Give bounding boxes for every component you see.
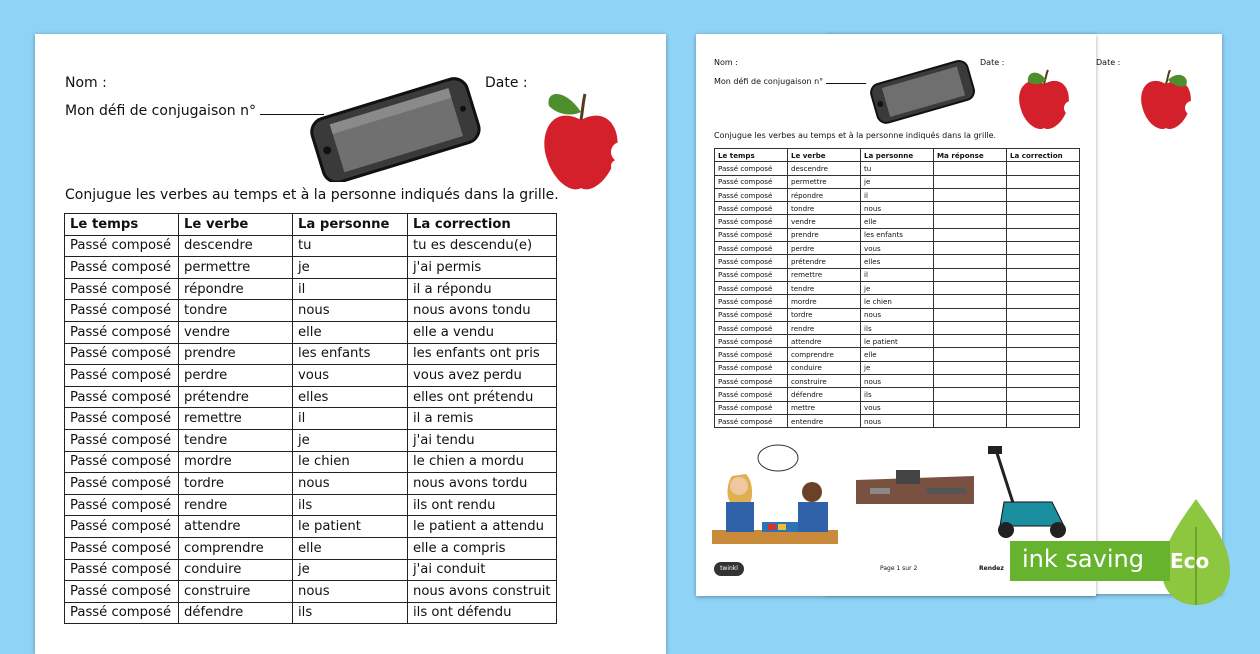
- header-person: La personne: [861, 149, 934, 162]
- table-row: [715, 255, 1080, 268]
- cell-tense: Passé composé: [715, 281, 788, 294]
- cell-tense: Passé composé: [65, 321, 179, 343]
- cell-person: nous: [293, 581, 408, 603]
- correction-blank: [1007, 268, 1080, 281]
- answer-field[interactable]: [934, 361, 1007, 374]
- cell-correction: tu es descendu(e): [408, 235, 557, 257]
- table-row: [65, 537, 557, 559]
- date-label: Date :: [1096, 58, 1121, 67]
- answer-field[interactable]: [934, 295, 1007, 308]
- cell-correction: nous avons tondu: [408, 300, 557, 322]
- table-row: [715, 335, 1080, 348]
- cell-tense: Passé composé: [65, 581, 179, 603]
- table-row: [715, 268, 1080, 281]
- cell-person: nous: [293, 300, 408, 322]
- cell-verb: remettre: [788, 268, 861, 281]
- cell-person: elle: [293, 321, 408, 343]
- cell-person: le chien: [293, 451, 408, 473]
- cell-verb: prendre: [179, 343, 293, 365]
- header-correction: La correction: [1007, 149, 1080, 162]
- table-row: [715, 361, 1080, 374]
- cell-person: elles: [861, 255, 934, 268]
- cell-verb: attendre: [788, 335, 861, 348]
- cell-verb: rendre: [179, 494, 293, 516]
- cell-tense: Passé composé: [65, 473, 179, 495]
- cell-tense: Passé composé: [65, 300, 179, 322]
- cell-verb: défendre: [179, 602, 293, 624]
- correction-blank: [1007, 255, 1080, 268]
- table-row: [715, 388, 1080, 401]
- table-row: [715, 295, 1080, 308]
- cell-tense: Passé composé: [715, 162, 788, 175]
- cell-correction: elles ont prétendu: [408, 386, 557, 408]
- table-row: [65, 602, 557, 624]
- cell-tense: Passé composé: [715, 175, 788, 188]
- cell-person: vous: [861, 242, 934, 255]
- cell-person: ils: [293, 494, 408, 516]
- cell-correction: nous avons tordu: [408, 473, 557, 495]
- cell-verb: descendre: [179, 235, 293, 257]
- correction-blank: [1007, 175, 1080, 188]
- cell-verb: entendre: [788, 414, 861, 427]
- cell-verb: tondre: [788, 202, 861, 215]
- cell-tense: Passé composé: [65, 235, 179, 257]
- cell-tense: Passé composé: [715, 335, 788, 348]
- cell-person: vous: [293, 365, 408, 387]
- table-row: [65, 278, 557, 300]
- cell-tense: Passé composé: [65, 408, 179, 430]
- table-row: [65, 408, 557, 430]
- cell-correction: il a remis: [408, 408, 557, 430]
- cell-verb: remettre: [179, 408, 293, 430]
- cell-correction: les enfants ont pris: [408, 343, 557, 365]
- correction-blank: [1007, 228, 1080, 241]
- correction-blank: [1007, 375, 1080, 388]
- smartphone-illustration: [303, 70, 483, 182]
- answer-field[interactable]: [934, 335, 1007, 348]
- date-label: Date :: [980, 58, 1005, 67]
- table-row: [715, 281, 1080, 294]
- front-conjugation-table: [714, 148, 1080, 428]
- table-row: [65, 365, 557, 387]
- cell-verb: conduire: [179, 559, 293, 581]
- correction-blank: [1007, 188, 1080, 201]
- cell-verb: tendre: [179, 429, 293, 451]
- cell-tense: Passé composé: [65, 257, 179, 279]
- table-row: [715, 175, 1080, 188]
- instructions: Conjugue les verbes au temps et à la personne indiqués dans la grille.: [714, 131, 997, 140]
- cell-tense: Passé composé: [715, 215, 788, 228]
- cell-verb: rendre: [788, 321, 861, 334]
- table-row: [715, 401, 1080, 414]
- header-tense: Le temps: [715, 149, 788, 162]
- header-correction: La correction: [408, 214, 557, 236]
- cell-verb: tordre: [179, 473, 293, 495]
- table-row: [715, 375, 1080, 388]
- cell-tense: Passé composé: [715, 295, 788, 308]
- cell-verb: tordre: [788, 308, 861, 321]
- cell-person: ils: [861, 321, 934, 334]
- smartphone-illustration: [866, 56, 978, 124]
- correction-blank: [1007, 202, 1080, 215]
- apple-illustration: [541, 86, 623, 196]
- cell-person: il: [861, 188, 934, 201]
- cell-correction: vous avez perdu: [408, 365, 557, 387]
- table-row: [65, 343, 557, 365]
- cell-tense: Passé composé: [65, 386, 179, 408]
- answer-field[interactable]: [934, 175, 1007, 188]
- cell-verb: permettre: [179, 257, 293, 279]
- cell-person: je: [861, 175, 934, 188]
- cell-verb: comprendre: [179, 537, 293, 559]
- table-row: [65, 300, 557, 322]
- instructions: Conjugue les verbes au temps et à la personne indiqués dans la grille.: [65, 187, 559, 203]
- cell-verb: prétendre: [788, 255, 861, 268]
- cell-tense: Passé composé: [715, 361, 788, 374]
- answer-field[interactable]: [934, 242, 1007, 255]
- apple-illustration: [1138, 70, 1194, 132]
- cell-person: nous: [861, 414, 934, 427]
- correction-blank: [1007, 401, 1080, 414]
- cell-tense: Passé composé: [715, 188, 788, 201]
- cell-correction: ils ont rendu: [408, 494, 557, 516]
- large-worksheet-page: [35, 34, 666, 654]
- cell-verb: tondre: [179, 300, 293, 322]
- correction-blank: [1007, 308, 1080, 321]
- header-tense: Le temps: [65, 214, 179, 236]
- cell-person: il: [293, 278, 408, 300]
- table-row: [715, 188, 1080, 201]
- cell-tense: Passé composé: [65, 278, 179, 300]
- header-answer: Ma réponse: [934, 149, 1007, 162]
- cell-verb: comprendre: [788, 348, 861, 361]
- cell-verb: perdre: [788, 242, 861, 255]
- answer-field[interactable]: [934, 281, 1007, 294]
- answer-field[interactable]: [934, 162, 1007, 175]
- cell-tense: Passé composé: [715, 255, 788, 268]
- apple-illustration: [1016, 68, 1072, 134]
- cell-tense: Passé composé: [65, 494, 179, 516]
- answer-field[interactable]: [934, 228, 1007, 241]
- table-row: [715, 162, 1080, 175]
- cell-correction: le chien a mordu: [408, 451, 557, 473]
- cell-verb: descendre: [788, 162, 861, 175]
- cell-verb: prendre: [788, 228, 861, 241]
- table-row: [715, 242, 1080, 255]
- cell-person: elle: [293, 537, 408, 559]
- cell-person: les enfants: [293, 343, 408, 365]
- twinkl-logo: twinkl: [714, 562, 744, 576]
- table-row: [65, 235, 557, 257]
- cell-correction: le patient a attendu: [408, 516, 557, 538]
- desk-illustration: [856, 464, 974, 514]
- cell-tense: Passé composé: [715, 268, 788, 281]
- answer-field[interactable]: [934, 388, 1007, 401]
- cell-verb: répondre: [788, 188, 861, 201]
- correction-blank: [1007, 335, 1080, 348]
- challenge-label: Mon défi de conjugaison n°: [65, 103, 324, 119]
- header-verb: Le verbe: [179, 214, 293, 236]
- correction-blank: [1007, 242, 1080, 255]
- cell-verb: défendre: [788, 388, 861, 401]
- header-person: La personne: [293, 214, 408, 236]
- cell-person: elles: [293, 386, 408, 408]
- header-verb: Le verbe: [788, 149, 861, 162]
- cell-person: nous: [861, 202, 934, 215]
- table-row: [65, 581, 557, 603]
- cell-tense: Passé composé: [65, 516, 179, 538]
- table-row: [65, 321, 557, 343]
- cell-person: tu: [293, 235, 408, 257]
- answer-field[interactable]: [934, 348, 1007, 361]
- cell-person: il: [293, 408, 408, 430]
- correction-blank: [1007, 321, 1080, 334]
- table-row: [65, 516, 557, 538]
- table-row: [65, 494, 557, 516]
- correction-blank: [1007, 361, 1080, 374]
- correction-blank: [1007, 414, 1080, 427]
- table-row: [65, 257, 557, 279]
- answer-field[interactable]: [934, 255, 1007, 268]
- cell-person: je: [293, 429, 408, 451]
- correction-blank: [1007, 388, 1080, 401]
- cell-person: je: [861, 281, 934, 294]
- cell-tense: Passé composé: [65, 365, 179, 387]
- eco-label: Eco: [1170, 549, 1210, 573]
- cell-person: elle: [861, 348, 934, 361]
- correction-blank: [1007, 295, 1080, 308]
- table-row: [715, 414, 1080, 427]
- answer-field[interactable]: [934, 414, 1007, 427]
- answer-field[interactable]: [934, 401, 1007, 414]
- cell-verb: mordre: [179, 451, 293, 473]
- cell-verb: vendre: [179, 321, 293, 343]
- cell-verb: vendre: [788, 215, 861, 228]
- table-row: [715, 215, 1080, 228]
- table-row: [65, 559, 557, 581]
- cell-tense: Passé composé: [65, 559, 179, 581]
- cell-correction: il a répondu: [408, 278, 557, 300]
- cell-verb: permettre: [788, 175, 861, 188]
- cell-verb: perdre: [179, 365, 293, 387]
- cell-verb: tendre: [788, 281, 861, 294]
- students-illustration: [712, 444, 838, 544]
- cell-tense: Passé composé: [65, 537, 179, 559]
- answer-field[interactable]: [934, 215, 1007, 228]
- cell-correction: ils ont défendu: [408, 602, 557, 624]
- table-row: [715, 202, 1080, 215]
- table-row: [715, 348, 1080, 361]
- cell-person: vous: [861, 401, 934, 414]
- answer-field[interactable]: [934, 188, 1007, 201]
- cell-person: ils: [293, 602, 408, 624]
- cell-tense: Passé composé: [65, 429, 179, 451]
- cell-person: je: [293, 257, 408, 279]
- cell-verb: conduire: [788, 361, 861, 374]
- cell-tense: Passé composé: [65, 602, 179, 624]
- cell-person: les enfants: [861, 228, 934, 241]
- answer-field[interactable]: [934, 321, 1007, 334]
- page-number: Page 1 sur 2: [880, 565, 918, 572]
- table-row: [715, 228, 1080, 241]
- cell-tense: Passé composé: [715, 242, 788, 255]
- cell-tense: Passé composé: [715, 321, 788, 334]
- cell-verb: mettre: [788, 401, 861, 414]
- cell-person: le patient: [293, 516, 408, 538]
- date-label: Date :: [485, 75, 528, 91]
- answer-field[interactable]: [934, 202, 1007, 215]
- ink-saving-label: ink saving: [1022, 545, 1144, 573]
- challenge-label: Mon défi de conjugaison n°: [714, 77, 866, 86]
- cell-correction: j'ai tendu: [408, 429, 557, 451]
- cell-person: le patient: [861, 335, 934, 348]
- cell-tense: Passé composé: [65, 451, 179, 473]
- cell-person: tu: [861, 162, 934, 175]
- cell-tense: Passé composé: [715, 414, 788, 427]
- conjugation-table: [64, 213, 557, 624]
- cell-correction: nous avons construit: [408, 581, 557, 603]
- correction-blank: [1007, 162, 1080, 175]
- table-row: [65, 429, 557, 451]
- cell-person: elle: [861, 215, 934, 228]
- footer-right-text: Rendez: [979, 565, 1004, 572]
- name-label: Nom :: [65, 75, 107, 91]
- cell-verb: attendre: [179, 516, 293, 538]
- cell-verb: construire: [788, 375, 861, 388]
- cell-correction: j'ai conduit: [408, 559, 557, 581]
- cell-tense: Passé composé: [715, 228, 788, 241]
- cell-tense: Passé composé: [715, 202, 788, 215]
- answer-field[interactable]: [934, 375, 1007, 388]
- name-label: Nom :: [714, 58, 738, 67]
- cell-person: nous: [293, 473, 408, 495]
- cell-tense: Passé composé: [715, 348, 788, 361]
- cell-person: je: [293, 559, 408, 581]
- table-row: [65, 386, 557, 408]
- table-row: [715, 308, 1080, 321]
- cell-tense: Passé composé: [65, 343, 179, 365]
- cell-correction: elle a compris: [408, 537, 557, 559]
- cell-person: le chien: [861, 295, 934, 308]
- correction-blank: [1007, 215, 1080, 228]
- cell-verb: prétendre: [179, 386, 293, 408]
- cell-person: je: [861, 361, 934, 374]
- cell-person: ils: [861, 388, 934, 401]
- cell-tense: Passé composé: [715, 375, 788, 388]
- table-row: [65, 451, 557, 473]
- cell-verb: répondre: [179, 278, 293, 300]
- cell-tense: Passé composé: [715, 388, 788, 401]
- cell-verb: construire: [179, 581, 293, 603]
- cell-tense: Passé composé: [715, 308, 788, 321]
- correction-blank: [1007, 348, 1080, 361]
- cell-correction: j'ai permis: [408, 257, 557, 279]
- correction-blank: [1007, 281, 1080, 294]
- cell-person: il: [861, 268, 934, 281]
- table-row: [65, 473, 557, 495]
- cell-verb: mordre: [788, 295, 861, 308]
- answer-field[interactable]: [934, 268, 1007, 281]
- table-row: [715, 321, 1080, 334]
- cell-correction: elle a vendu: [408, 321, 557, 343]
- answer-field[interactable]: [934, 308, 1007, 321]
- cell-tense: Passé composé: [715, 401, 788, 414]
- cell-person: nous: [861, 308, 934, 321]
- cell-person: nous: [861, 375, 934, 388]
